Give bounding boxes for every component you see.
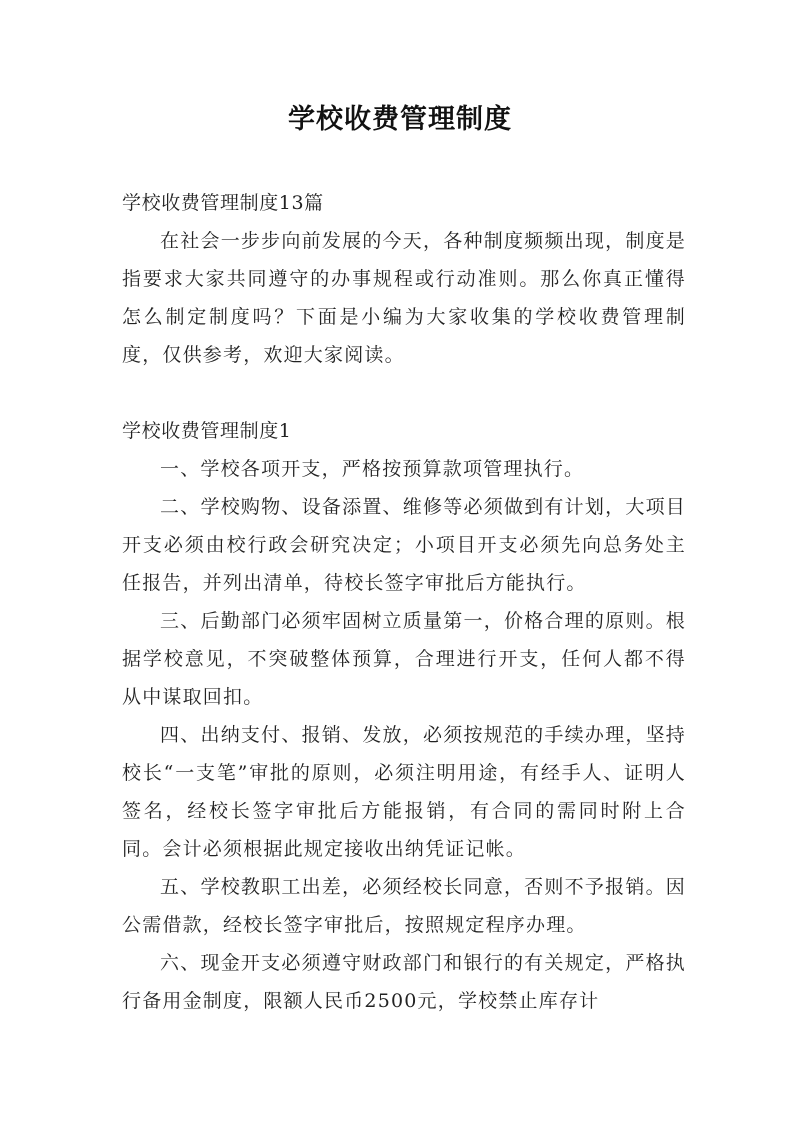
paragraph-spacer	[122, 374, 686, 412]
document-subtitle: 学校收费管理制度13篇	[122, 192, 324, 214]
document-title: 学校收费管理制度	[288, 104, 512, 135]
section-heading: 学校收费管理制度1	[122, 420, 292, 442]
rule-item-3: 三、后勤部门必须牢固树立质量第一，价格合理的原则。根据学校意见，不突破整体预算，合理进行开支，任何人都不得从中谋取回扣。	[122, 610, 686, 708]
document-body	[122, 184, 686, 1020]
rule-item-1: 一、学校各项开支，严格按预算款项管理执行。	[160, 458, 585, 480]
rule-item-5: 五、学校教职工出差，必须经校长同意，否则不予报销。因公需借款，经校长签字审批后，按照规定程序办理。	[122, 876, 686, 936]
rule-item-6: 六、现金开支必须遵守财政部门和银行的有关规定，严格执行备用金制度，限额人民币2500元，学校禁止库存计	[122, 952, 686, 1012]
rule-item-4: 四、出纳支付、报销、发放，必须按规范的手续办理，坚持校长“一支笔”审批的原则，必须注明用途，有经手人、证明人签名，经校长签字审批后方能报销，有合同的需同时附上合同。会计必须根据此规定接收出纳凭证记帐。	[122, 724, 686, 860]
intro-paragraph: 在社会一步步向前发展的今天，各种制度频频出现，制度是指要求大家共同遵守的办事规程或行动准则。那么你真正懂得怎么制定制度吗？下面是小编为大家收集的学校收费管理制度，仅供参考，欢迎大家阅读。	[122, 230, 686, 366]
rule-item-2: 二、学校购物、设备添置、维修等必须做到有计划，大项目开支必须由校行政会研究决定；小项目开支必须先向总务处主任报告，并列出清单，待校长签字审批后方能执行。	[122, 496, 686, 594]
